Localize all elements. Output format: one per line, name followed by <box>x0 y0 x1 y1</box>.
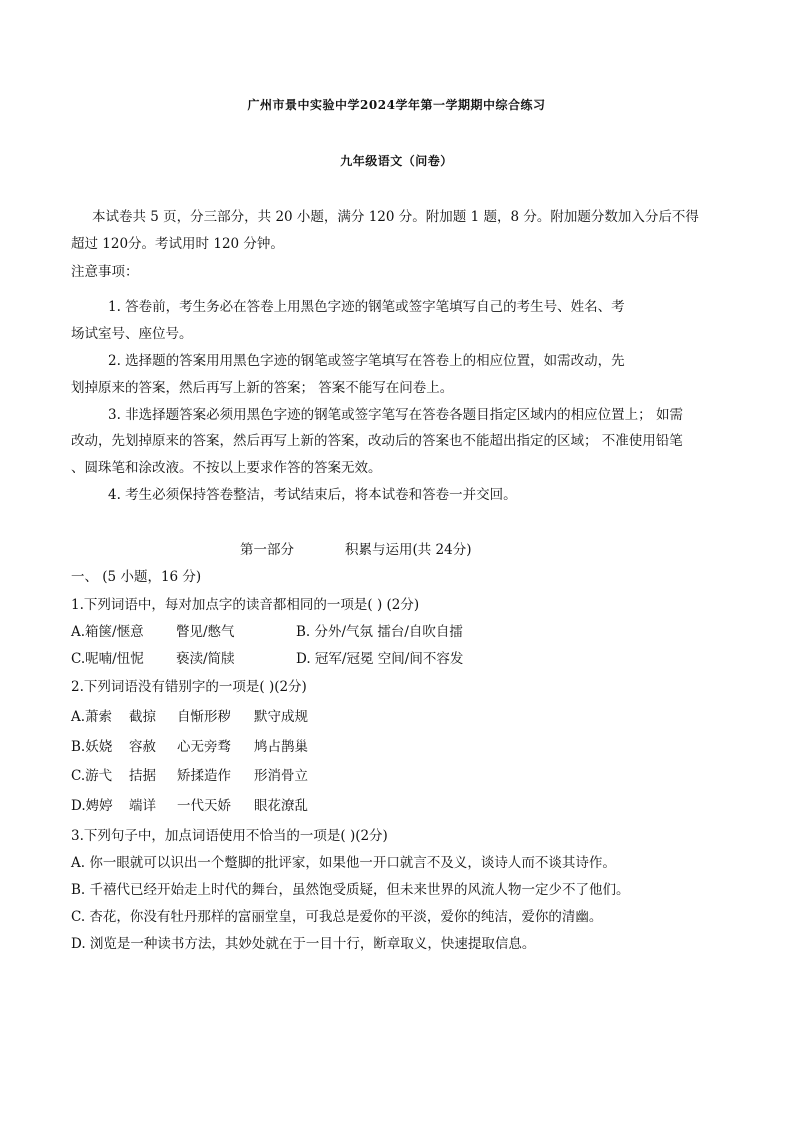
q1-option-c-pair-1: 呢喃/忸怩 <box>85 651 144 667</box>
q1-option-a-pair-1: 箱箧/惬意 <box>85 624 144 640</box>
q2-option-d-word-2: 端详 <box>129 798 156 814</box>
q2-option-b-word-3: 心无旁骛 <box>177 739 231 755</box>
notice-item-2-line-2: 划掉原来的答案，然后再写上新的答案； 答案不能写在问卷上。 <box>71 380 454 396</box>
notice-item-1-line-2: 场试室号、座位号。 <box>71 326 193 342</box>
intro-line-1: 本试卷共 5 页，分三部分，共 20 小题，满分 120 分。附加题 1 题，8 分。附加题分数加入分后不得 <box>92 209 699 225</box>
q2-option-c-word-1: C.游弋 <box>71 768 113 784</box>
part1-label: 第一部分 <box>240 542 294 558</box>
notice-item-4: 4. 考生必须保持答卷整洁，考试结束后，将本试卷和答卷一并交回。 <box>108 487 517 503</box>
part1-title: 积累与运用(共 24分) <box>345 542 472 558</box>
q2-stem: 2.下列词语没有错别字的一项是( )(2分) <box>71 679 307 695</box>
section1-label: 一、 (5 小题，16 分) <box>71 569 202 585</box>
q1-option-a-label: A. <box>71 624 86 640</box>
q2-option-a-word-4: 默守成规 <box>254 709 308 725</box>
exam-title: 广州市景中实验中学2024学年第一学期期中综合练习 <box>247 98 546 112</box>
notice-item-1-line-1: 1. 答卷前，考生务必在答卷上用黑色字迹的钢笔或签字笔填写自己的考生号、姓名、考 <box>108 299 625 315</box>
q1-option-a-pair-2: 瞥见/憋气 <box>176 624 235 640</box>
notice-item-3-line-3: 、圆珠笔和涂改液。不按以上要求作答的答案无效。 <box>71 460 382 476</box>
q2-option-c-word-2: 拮据 <box>129 768 156 784</box>
notice-item-3-line-1: 3. 非选择题答案必须用黑色字迹的钢笔或签字笔写在答卷各题目指定区域内的相应位置上； 如需 <box>108 407 683 423</box>
q2-option-d-word-1: D.娉婷 <box>71 798 113 814</box>
q1-option-c-label: C. <box>71 651 86 667</box>
q2-option-d-word-3: 一代天娇 <box>177 798 231 814</box>
q1-option-c-pair-2: 亵渎/简牍 <box>176 651 235 667</box>
q2-option-b-word-2: 容赦 <box>129 739 156 755</box>
intro-line-2: 超过 120分。考试用时 120 分钟。 <box>71 236 284 252</box>
q2-option-a-word-2: 截掠 <box>129 709 156 725</box>
q2-option-b-word-1: B.妖娆 <box>71 739 113 755</box>
q2-option-a-word-3: 自惭形秽 <box>177 709 231 725</box>
notice-item-3-line-2: 改动，先划掉原来的答案，然后再写上新的答案，改动后的答案也不能超出指定的区域； 不准使用铅笔 <box>71 433 683 449</box>
q2-option-b-word-4: 鸠占鹊巢 <box>254 739 308 755</box>
q1-option-b: B. 分外/气氛 擂台/自吹自擂 <box>296 624 463 640</box>
q2-option-c-word-4: 形消骨立 <box>254 768 308 784</box>
q3-option-a: A. 你一眼就可以识出一个蹩脚的批评家，如果他一开口就言不及义，谈诗人而不谈其诗作。 <box>71 855 616 871</box>
q3-option-d: D. 浏览是一种读书方法，其妙处就在于一目十行，断章取义，快速提取信息。 <box>71 936 536 952</box>
q1-stem: 1.下列词语中，每对加点字的读音都相同的一项是( ) (2分) <box>71 597 420 613</box>
notice-item-2-line-1: 2. 选择题的答案用用黑色字迹的钢笔或签字笔填写在答卷上的相应位置，如需改动，先 <box>108 353 625 369</box>
exam-subtitle: 九年级语文（问卷） <box>340 154 453 168</box>
q1-option-c <box>71 649 144 669</box>
q3-option-c: C. 杏花，你没有牡丹那样的富丽堂皇，可我总是爱你的平淡，爱你的纯洁，爱你的清幽。 <box>71 909 603 925</box>
q2-option-d-word-4: 眼花潦乱 <box>254 798 308 814</box>
notice-heading: 注意事项： <box>71 264 139 280</box>
q3-option-b: B. 千禧代已经开始走上时代的舞台，虽然饱受质疑，但未来世界的风流人物一定少不了他们。 <box>71 882 630 898</box>
q1-option-a <box>71 622 144 642</box>
q1-option-d: D. 冠军/冠冕 空间/间不容发 <box>296 651 464 667</box>
q3-stem: 3.下列句子中，加点词语使用不恰当的一项是( )(2分) <box>71 828 388 844</box>
q2-option-c-word-3: 矫揉造作 <box>177 768 231 784</box>
q2-option-a-word-1: A.萧索 <box>71 709 113 725</box>
